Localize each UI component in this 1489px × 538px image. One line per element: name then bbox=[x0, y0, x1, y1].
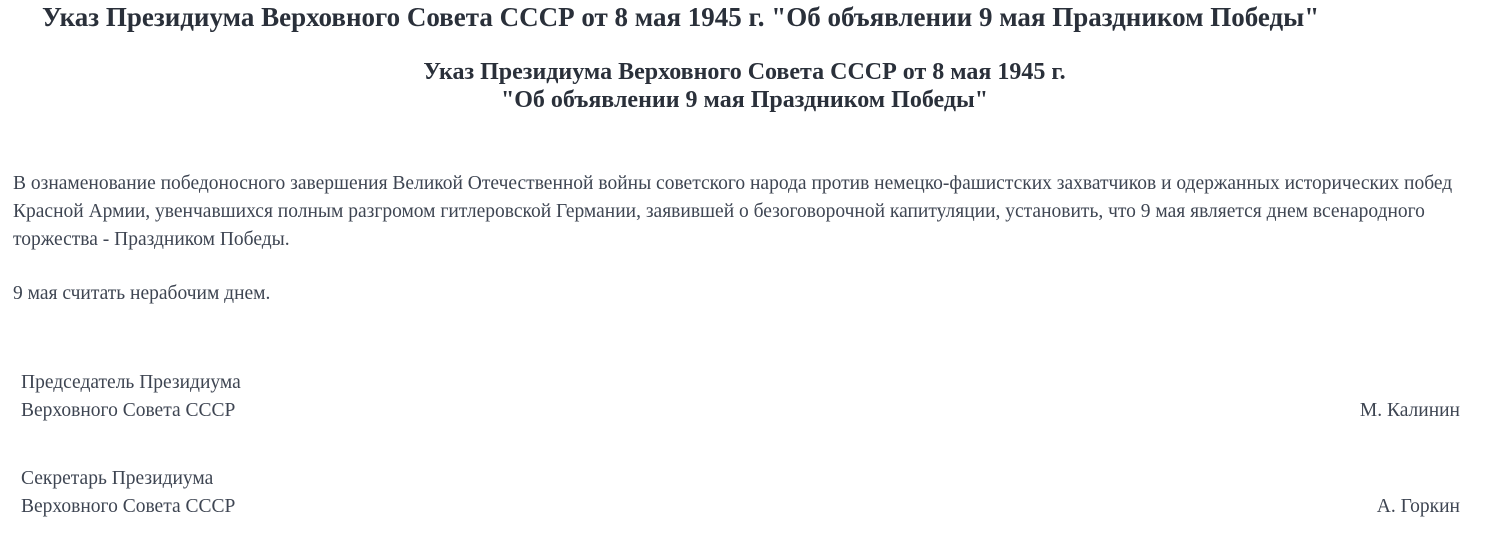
signature-role-secretary-line-1: Секретарь Президиума bbox=[21, 468, 214, 489]
page-title: Указ Президиума Верховного Совета СССР от 8 мая 1945 г. "Об объявлении 9 мая Праздником Победы" bbox=[42, 2, 1320, 32]
signature-row-secretary bbox=[21, 465, 1460, 521]
signature-role-chairman-line-2: Верховного Совета СССР bbox=[21, 400, 236, 421]
signature-section bbox=[0, 369, 1489, 521]
document-heading-line-1: Указ Президиума Верховного Совета СССР от 8 мая 1945 г. bbox=[423, 59, 1066, 85]
signature-name-secretary: А. Горкин bbox=[1376, 496, 1460, 517]
document-heading-line-2: "Об объявлении 9 мая Праздником Победы" bbox=[500, 87, 989, 113]
main-paragraph: В ознаменование победоносного завершения Великой Отечественной войны советского народа против немецко-фашистских захватчиков и одержанных исторических побед Красной Армии, увенчавшихся полным разгромом гитлеровской Германии, заявившей о безоговорочной капитуляции, установить, что 9 мая является днем всенародного торжества - Праздником Победы. bbox=[13, 173, 1453, 250]
signature-name-chairman: М. Калинин bbox=[1359, 400, 1460, 421]
signature-role-chairman bbox=[21, 369, 241, 425]
signature-role-secretary-line-2: Верховного Совета СССР bbox=[21, 496, 236, 517]
document-heading bbox=[0, 58, 1489, 114]
document-body bbox=[0, 170, 1489, 308]
nonworking-day-paragraph: 9 мая считать нерабочим днем. bbox=[13, 283, 271, 304]
signature-row-chairman bbox=[21, 369, 1460, 425]
signature-role-chairman-line-1: Председатель Президиума bbox=[21, 372, 241, 393]
signature-role-secretary bbox=[21, 465, 235, 521]
